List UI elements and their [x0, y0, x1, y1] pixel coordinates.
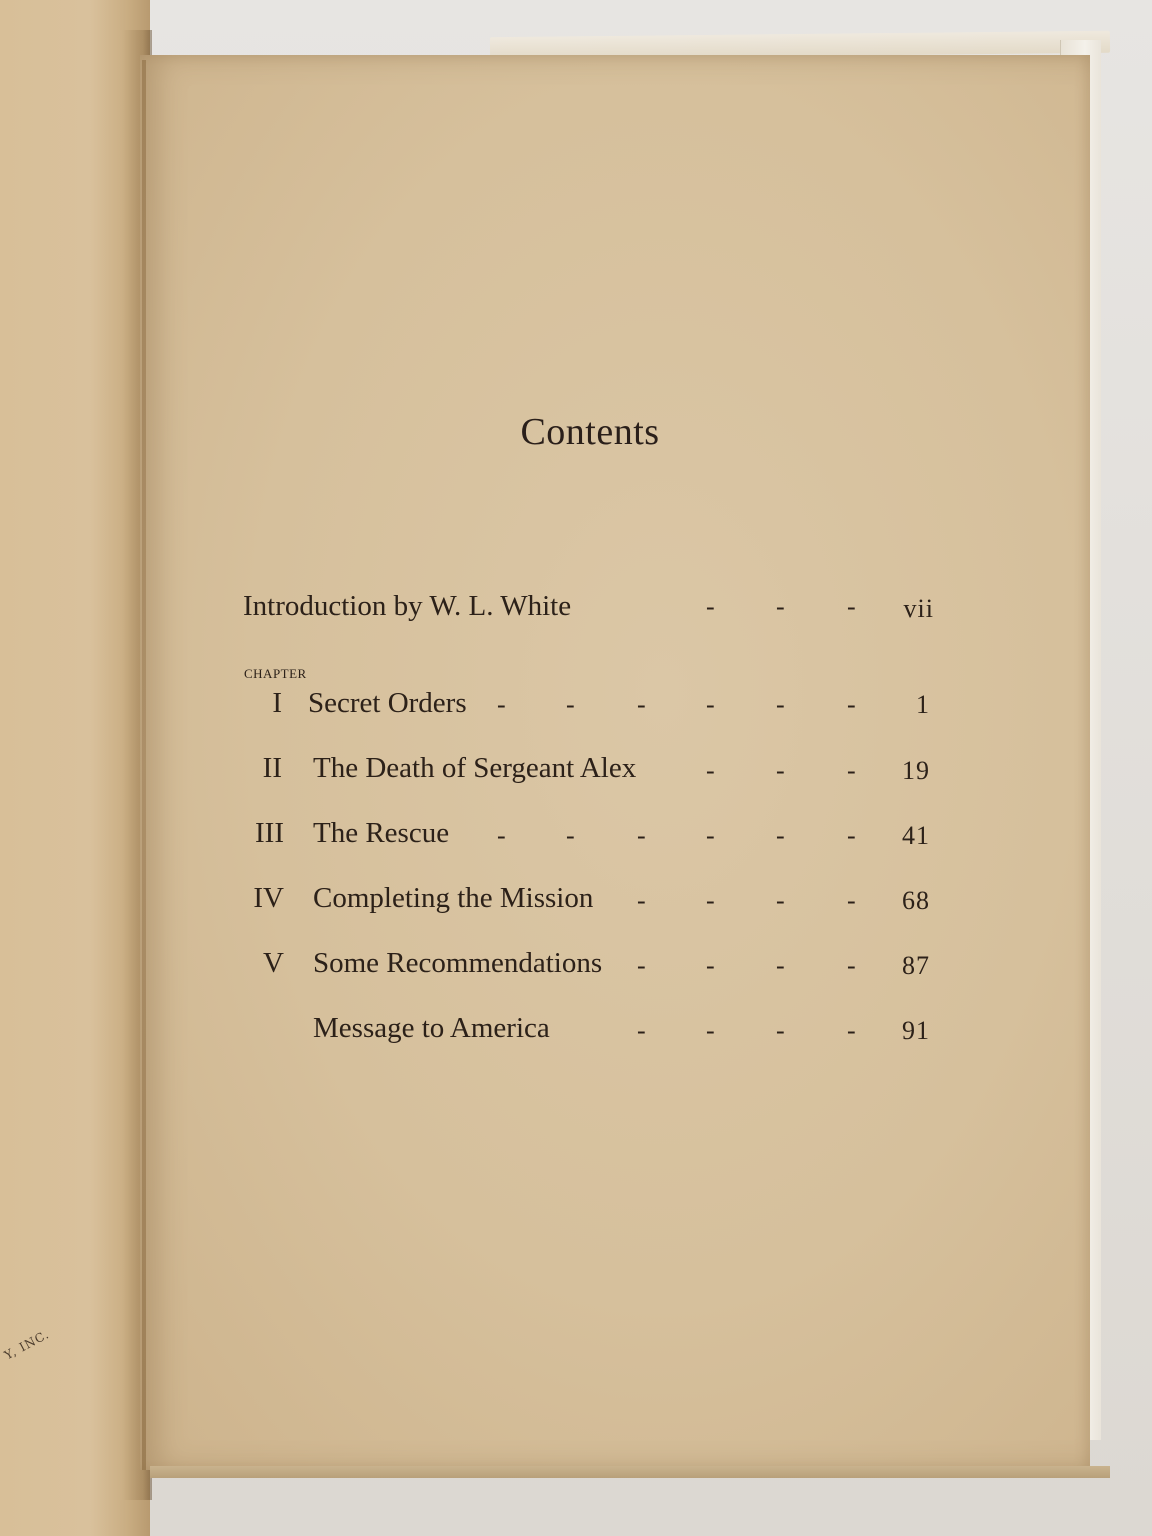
leader-dash: -	[566, 821, 575, 850]
leader-dash: -	[706, 690, 715, 719]
leader-dash: -	[847, 951, 856, 980]
chapter-heading: CHAPTER	[244, 666, 307, 681]
toc-entry-page: 19	[902, 756, 930, 785]
toc-introduction-page: vii	[903, 594, 934, 623]
toc-entry-title: Completing the Mission	[313, 882, 594, 914]
leader-dash: -	[566, 690, 575, 719]
toc-entry-title: Message to America	[313, 1012, 550, 1044]
leader-dash: -	[706, 756, 715, 785]
toc-entry-page: 68	[902, 886, 930, 915]
leader-dash: -	[776, 690, 785, 719]
page-gutter	[142, 60, 146, 1470]
leader-dash: -	[637, 951, 646, 980]
leader-dash: -	[776, 592, 785, 621]
toc-entry-numeral: IV	[253, 882, 284, 914]
leader-dash: -	[847, 821, 856, 850]
toc-entry-title: Secret Orders	[308, 687, 467, 719]
leader-dash: -	[706, 951, 715, 980]
leader-dash: -	[776, 821, 785, 850]
leader-dash: -	[706, 1016, 715, 1045]
leader-dash: -	[637, 886, 646, 915]
left-page	[0, 0, 150, 1536]
leader-dash: -	[637, 1016, 646, 1045]
leader-dash: -	[637, 690, 646, 719]
leader-dash: -	[847, 756, 856, 785]
left-page-imprint-text: Y, INC.	[2, 1327, 52, 1363]
page-bottom-edge	[150, 1466, 1110, 1478]
leader-dash: -	[706, 821, 715, 850]
leader-dash: -	[847, 1016, 856, 1045]
toc-introduction-label: Introduction by W. L. White	[243, 590, 572, 622]
leader-dash: -	[847, 592, 856, 621]
leader-dash: -	[637, 821, 646, 850]
toc-entry-page: 91	[902, 1016, 930, 1045]
toc-entry-page: 41	[902, 821, 930, 850]
toc-entry-numeral: III	[255, 817, 284, 849]
toc-entry-page: 87	[902, 951, 930, 980]
leader-dash: -	[847, 886, 856, 915]
leader-dash: -	[497, 821, 506, 850]
leader-dash: -	[776, 756, 785, 785]
toc-entry-title: The Rescue	[313, 817, 450, 849]
toc-entry-numeral: V	[263, 947, 284, 979]
toc-entry-title: Some Recommendations	[313, 947, 603, 979]
contents-title: Contents	[520, 411, 660, 453]
leader-dash: -	[776, 951, 785, 980]
leader-dash: -	[706, 886, 715, 915]
toc-entry-numeral: I	[272, 687, 282, 719]
leader-dash: -	[706, 592, 715, 621]
leader-dash: -	[776, 1016, 785, 1045]
toc-entry-page: 1	[916, 690, 930, 719]
toc-entry-numeral: II	[262, 752, 282, 784]
leader-dash: -	[497, 690, 506, 719]
leader-dash: -	[847, 690, 856, 719]
toc-entry-title: The Death of Sergeant Alex	[313, 752, 637, 784]
leader-dash: -	[776, 886, 785, 915]
